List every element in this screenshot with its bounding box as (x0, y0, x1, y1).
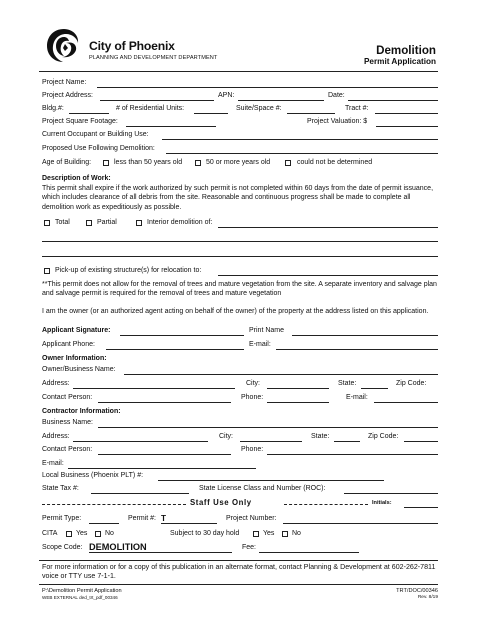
relocation-field[interactable] (218, 275, 438, 276)
work-heading: Description of Work: (42, 175, 111, 182)
residential-units-label: # of Residential Units: (116, 105, 185, 112)
tract-label: Tract #: (345, 105, 369, 112)
initials-field[interactable] (404, 507, 438, 508)
age-undetermined-label: could not be determined (297, 159, 373, 166)
owner-email-label: E-mail: (346, 394, 368, 401)
current-occupant-label: Current Occupant or Building Use: (42, 131, 149, 138)
project-name-field[interactable] (97, 87, 438, 88)
local-business-label: Local Business (Phoenix PLT) #: (42, 472, 144, 479)
suite-field[interactable] (287, 113, 335, 114)
form-subtitle: Permit Application (363, 57, 436, 66)
cita-yes-checkbox[interactable] (66, 531, 72, 537)
subject-hold-label: Subject to 30 day hold (170, 530, 240, 537)
cita-label: CITA (42, 530, 58, 537)
applicant-phone-field[interactable] (106, 349, 244, 350)
fee-label: Fee: (242, 544, 257, 551)
project-address-label: Project Address: (42, 92, 93, 99)
interior-label: Interior demolition of: (147, 219, 213, 226)
owner-heading: Owner Information: (42, 355, 107, 362)
project-number-label: Project Number: (226, 515, 277, 522)
age-over-50-checkbox[interactable] (195, 160, 201, 166)
contractor-phone-field[interactable] (267, 454, 438, 455)
suite-label: Suite/Space #: (236, 105, 282, 112)
owner-contact-field[interactable] (98, 402, 231, 403)
form-title: Demolition (376, 44, 436, 57)
proposed-use-label: Proposed Use Following Demolition: (42, 145, 155, 152)
residential-units-field[interactable] (194, 113, 228, 114)
owner-address-label: Address: (42, 380, 70, 387)
state-tax-field[interactable] (91, 493, 189, 494)
applicant-email-field[interactable] (276, 349, 438, 350)
web-reference: WEB EXTERNAL ded_trt_pdf_00346 (42, 595, 118, 600)
total-label: Total (55, 219, 70, 226)
age-over-50-label: 50 or more years old (206, 159, 271, 166)
footer-divider-bottom (39, 584, 438, 585)
cita-yes-label: Yes (76, 530, 88, 537)
initials-label: Initials: (372, 500, 392, 506)
work-description-line-1[interactable] (42, 241, 438, 242)
relocation-checkbox[interactable] (44, 268, 50, 274)
total-checkbox[interactable] (44, 220, 50, 226)
apn-field[interactable] (238, 100, 324, 101)
project-name-label: Project Name: (42, 79, 87, 86)
hold-yes-checkbox[interactable] (253, 531, 259, 537)
hold-yes-label: Yes (263, 530, 275, 537)
scope-code-label: Scope Code: (42, 544, 83, 551)
alt-format-text: For more information or for a copy of this publication in an alternate format, contact Planning & Development at 602-262-7811 voice or TTY use 7-1-1. (42, 563, 436, 581)
contractor-state-label: State: (311, 433, 330, 440)
staff-divider-right (284, 504, 368, 505)
license-field[interactable] (344, 493, 438, 494)
state-tax-label: State Tax #: (42, 485, 79, 492)
org-name: City of Phoenix (89, 39, 175, 53)
owner-email-field[interactable] (374, 402, 438, 403)
owner-state-label: State: (338, 380, 357, 387)
fee-field[interactable] (259, 552, 359, 553)
cita-no-label: No (105, 530, 114, 537)
hold-no-label: No (292, 530, 301, 537)
expiry-text: This permit shall expire if the work authorized by such permit is not completed within 60 days from the date of permit issuance, which includes clearance of all debris from the site. Reasonable and continuous progress shall be made to complete all demolition work as expeditiously as possible. (42, 185, 434, 211)
bldg-field[interactable] (69, 113, 109, 114)
owner-zip-label: Zip Code: (396, 380, 427, 387)
footer-divider-top (39, 560, 438, 561)
contractor-zip-field[interactable] (404, 441, 438, 442)
contractor-city-label: City: (219, 433, 233, 440)
interior-checkbox[interactable] (136, 220, 142, 226)
owner-city-label: City: (246, 380, 260, 387)
contractor-contact-field[interactable] (98, 454, 231, 455)
square-footage-field[interactable] (126, 126, 216, 127)
owner-phone-field[interactable] (267, 402, 329, 403)
contractor-address-label: Address: (42, 433, 70, 440)
contractor-contact-label: Contact Person: (42, 446, 93, 453)
project-number-field[interactable] (283, 523, 438, 524)
revision-date: Rev. 8/19 (417, 595, 438, 600)
partial-checkbox[interactable] (86, 220, 92, 226)
owner-contact-label: Contact Person: (42, 394, 93, 401)
contractor-phone-label: Phone: (241, 446, 264, 453)
project-address-field[interactable] (100, 100, 214, 101)
owner-address-field[interactable] (73, 388, 235, 389)
applicant-signature-label: Applicant Signature: (42, 327, 111, 334)
permit-number-field[interactable] (161, 523, 217, 524)
cita-no-checkbox[interactable] (95, 531, 101, 537)
file-path: P:\Demolition Permit Application (42, 588, 122, 594)
owner-state-field[interactable] (361, 388, 388, 389)
scope-code-value: DEMOLITION (89, 542, 147, 552)
phoenix-logo-icon (44, 26, 84, 66)
dept-name: PLANNING AND DEVELOPMENT DEPARTMENT (89, 55, 218, 61)
age-undetermined-checkbox[interactable] (285, 160, 291, 166)
owner-city-field[interactable] (267, 388, 329, 389)
applicant-email-label: E-mail: (249, 341, 271, 348)
date-label: Date: (328, 92, 345, 99)
permit-number-label: Permit #: (128, 515, 157, 522)
bldg-label: Bldg.#: (42, 105, 64, 112)
age-under-50-label: less than 50 years old (114, 159, 183, 166)
document-code: TRT/DOC/00346 (396, 588, 438, 594)
owner-business-field[interactable] (124, 374, 438, 375)
certification-text: I am the owner (or an authorized agent acting on behalf of the owner) of the property at the address listed on this application. (42, 308, 429, 315)
contractor-business-field[interactable] (98, 427, 438, 428)
work-description-line-2[interactable] (42, 256, 438, 257)
current-occupant-field[interactable] (162, 139, 438, 140)
partial-label: Partial (97, 219, 117, 226)
square-footage-label: Project Square Footage: (42, 118, 118, 125)
staff-use-heading: Staff Use Only (190, 498, 252, 507)
valuation-field[interactable] (376, 126, 438, 127)
permit-type-field[interactable] (89, 523, 119, 524)
hold-no-checkbox[interactable] (282, 531, 288, 537)
interior-field[interactable] (218, 227, 438, 228)
valuation-label: Project Valuation: $ (307, 118, 368, 125)
date-field[interactable] (348, 100, 438, 101)
apn-label: APN: (218, 92, 235, 99)
tract-field[interactable] (375, 113, 438, 114)
contractor-state-field[interactable] (334, 441, 360, 442)
applicant-phone-label: Applicant Phone: (42, 341, 95, 348)
header-divider (39, 71, 438, 72)
permit-number-value: T (161, 514, 167, 523)
contractor-city-field[interactable] (240, 441, 302, 442)
permit-type-label: Permit Type: (42, 515, 82, 522)
local-business-field[interactable] (158, 480, 384, 481)
license-label: State License Class and Number (ROC): (199, 485, 326, 492)
age-label: Age of Building: (42, 159, 92, 166)
owner-phone-label: Phone: (241, 394, 264, 401)
contractor-address-field[interactable] (73, 441, 208, 442)
owner-business-label: Owner/Business Name: (42, 366, 116, 373)
proposed-use-field[interactable] (166, 153, 438, 154)
staff-divider-left (42, 504, 186, 505)
vegetation-note: **This permit does not allow for the removal of trees and mature vegetation from the site. A separate inventory and salvage plan and salvage permit is required for the removal of trees and mature vegetation (42, 281, 437, 298)
applicant-signature-field[interactable] (120, 335, 244, 336)
scope-code-field[interactable] (89, 552, 232, 553)
contractor-zip-label: Zip Code: (368, 433, 399, 440)
contractor-email-field[interactable] (68, 468, 256, 469)
contractor-email-label: E-mail: (42, 460, 64, 467)
print-name-label: Print Name (249, 327, 285, 334)
age-under-50-checkbox[interactable] (103, 160, 109, 166)
print-name-field[interactable] (292, 335, 438, 336)
contractor-heading: Contractor Information: (42, 408, 121, 415)
contractor-business-label: Business Name: (42, 419, 93, 426)
relocation-label: Pick-up of existing structure(s) for relocation to: (55, 267, 202, 274)
